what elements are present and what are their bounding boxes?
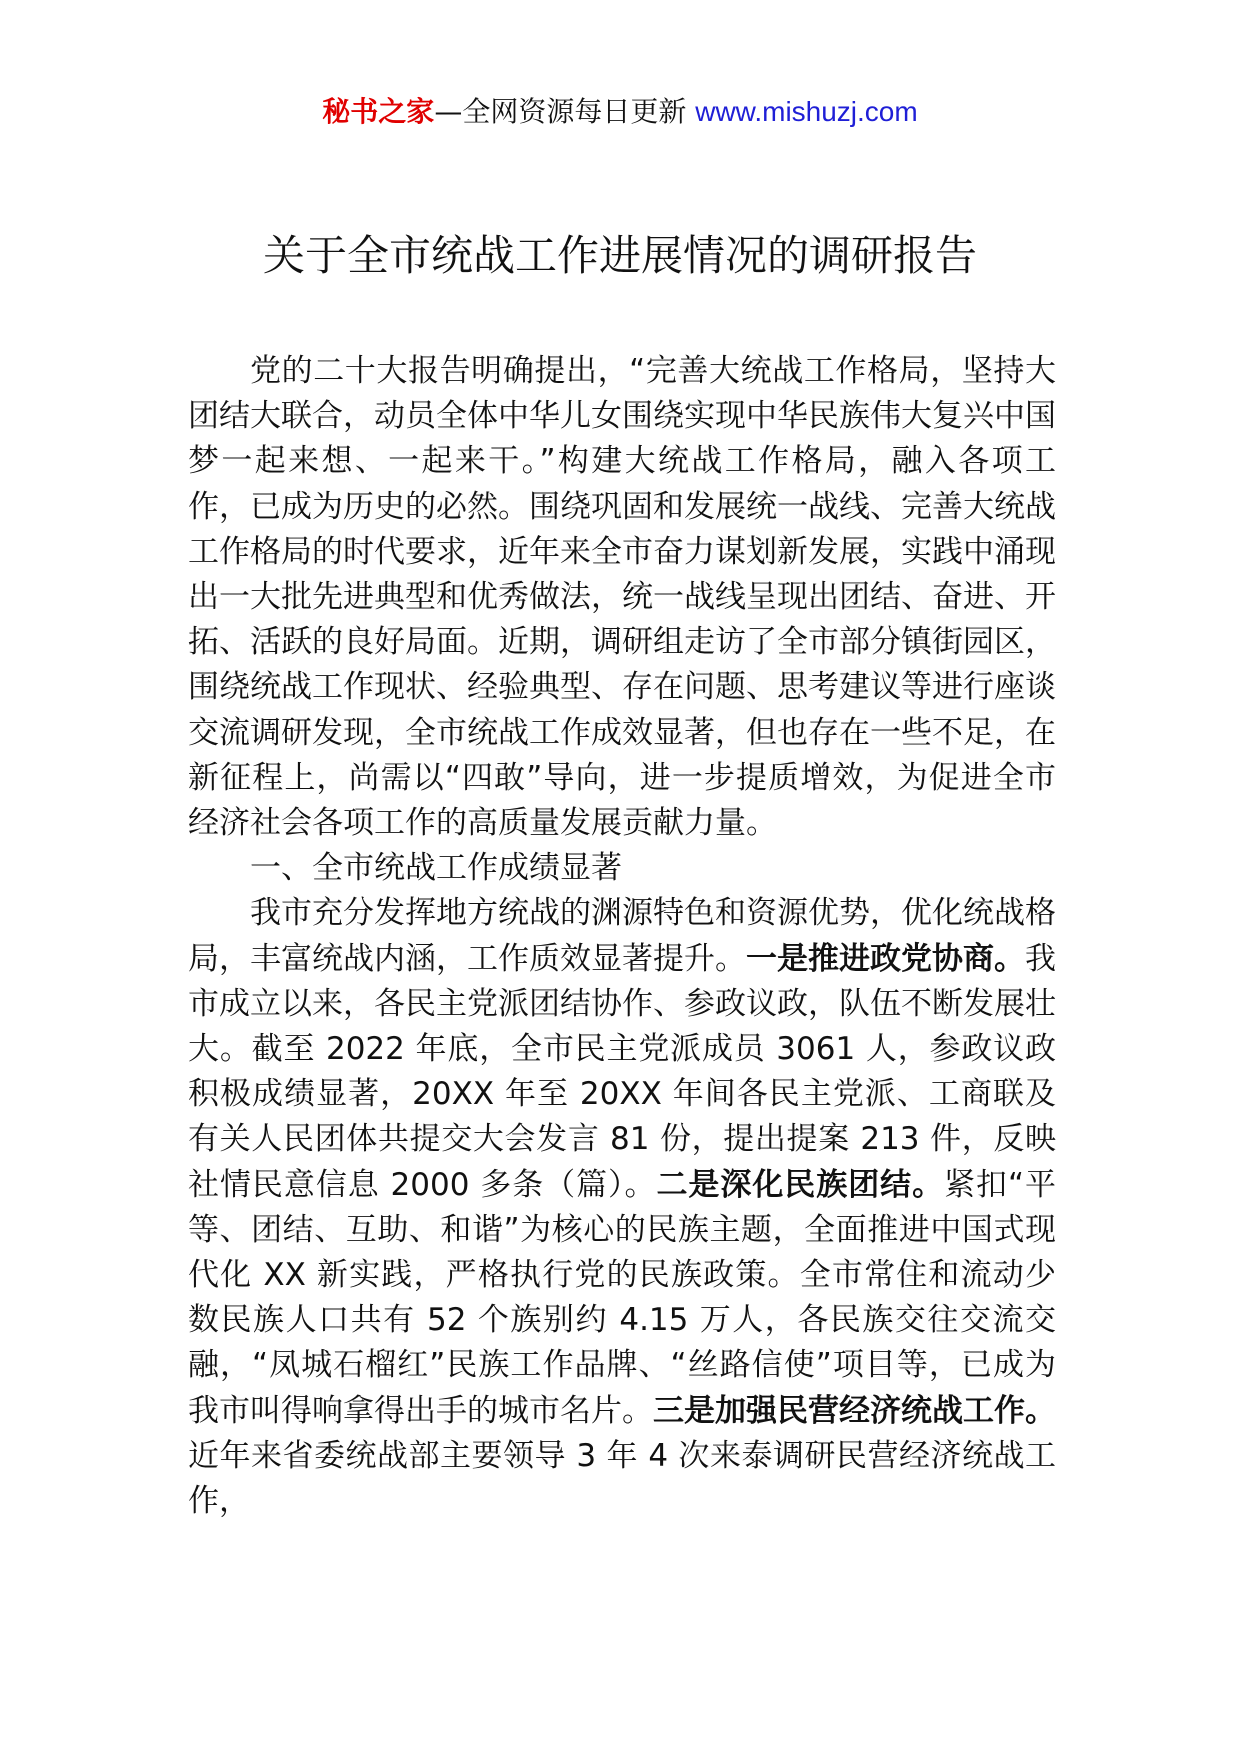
section-heading: 一、全市统战工作成绩显著 bbox=[250, 850, 622, 887]
site-header bbox=[0, 92, 1240, 132]
point-heading-3: 三是加强民营经济统战工作。 bbox=[653, 1392, 1056, 1429]
site-tagline: —全网资源每日更新 bbox=[434, 95, 696, 128]
point-heading-1: 一是推进政党协商。 bbox=[746, 940, 1025, 977]
point-text-2: 紧扣“平等、团结、互助、和谐”为核心的民族主题，全面推进中国式现代化 XX 新实践，严格执行党的民族政策。全市常住和流动少数民族人口共有 52 个族别约 4.15 万人，各民族交往交流交融，“凤城石榴红”民族工作品牌、“丝路信使”项目等，已成为我市叫得响拿得出手的城市名片。 bbox=[188, 1166, 1056, 1429]
point-text-3: 近年来省委统战部主要领导 3 年 4 次来泰调研民营经济统战工作， bbox=[188, 1437, 1056, 1520]
point-text-1: 我市成立以来，各民主党派团结协作、参政议政，队伍不断发展壮大。截至 2022 年底，全市民主党派成员 3061 人，参政议政积极成绩显著，20XX 年至 20XX 年间各民主党派、工商联及有关人民团体共提交大会发言 81 份，提出提案 213 件，反映社情民意信息 2000 多条（篇）。 bbox=[188, 940, 1056, 1203]
section-paragraph bbox=[188, 891, 1056, 1524]
intro-paragraph: 党的二十大报告明确提出，“完善大统战工作格局，坚持大团结大联合，动员全体中华儿女围绕实现中华民族伟大复兴中国梦一起来想、一起来干。”构建大统战工作格局，融入各项工作，已成为历史的必然。围绕巩固和发展统一战线、完善大统战工作格局的时代要求，近年来全市奋力谋划新发展，实践中涌现出一大批先进典型和优秀做法，统一战线呈现出团结、奋进、开拓、活跃的良好局面。近期，调研组走访了全市部分镇街园区，围绕统战工作现状、经验典型、存在问题、思考建议等进行座谈交流调研发现，全市统战工作成效显著，但也存在一些不足，在新征程上，尚需以“四敢”导向，进一步提质增效，为促进全市经济社会各项工作的高质量发展贡献力量。 bbox=[188, 353, 1056, 842]
point-heading-2: 二是深化民族团结。 bbox=[656, 1166, 945, 1203]
site-brand: 秘书之家 bbox=[322, 95, 435, 128]
section-intro-text: 我市充分发挥地方统战的渊源特色和资源优势，优化统战格局，丰富统战内涵，工作质效显著提升。 bbox=[188, 895, 1056, 977]
site-url-link[interactable]: www.mishuzj.com bbox=[695, 96, 918, 127]
document-title: 关于全市统战工作进展情况的调研报告 bbox=[262, 231, 977, 280]
document-body bbox=[188, 349, 1056, 1524]
